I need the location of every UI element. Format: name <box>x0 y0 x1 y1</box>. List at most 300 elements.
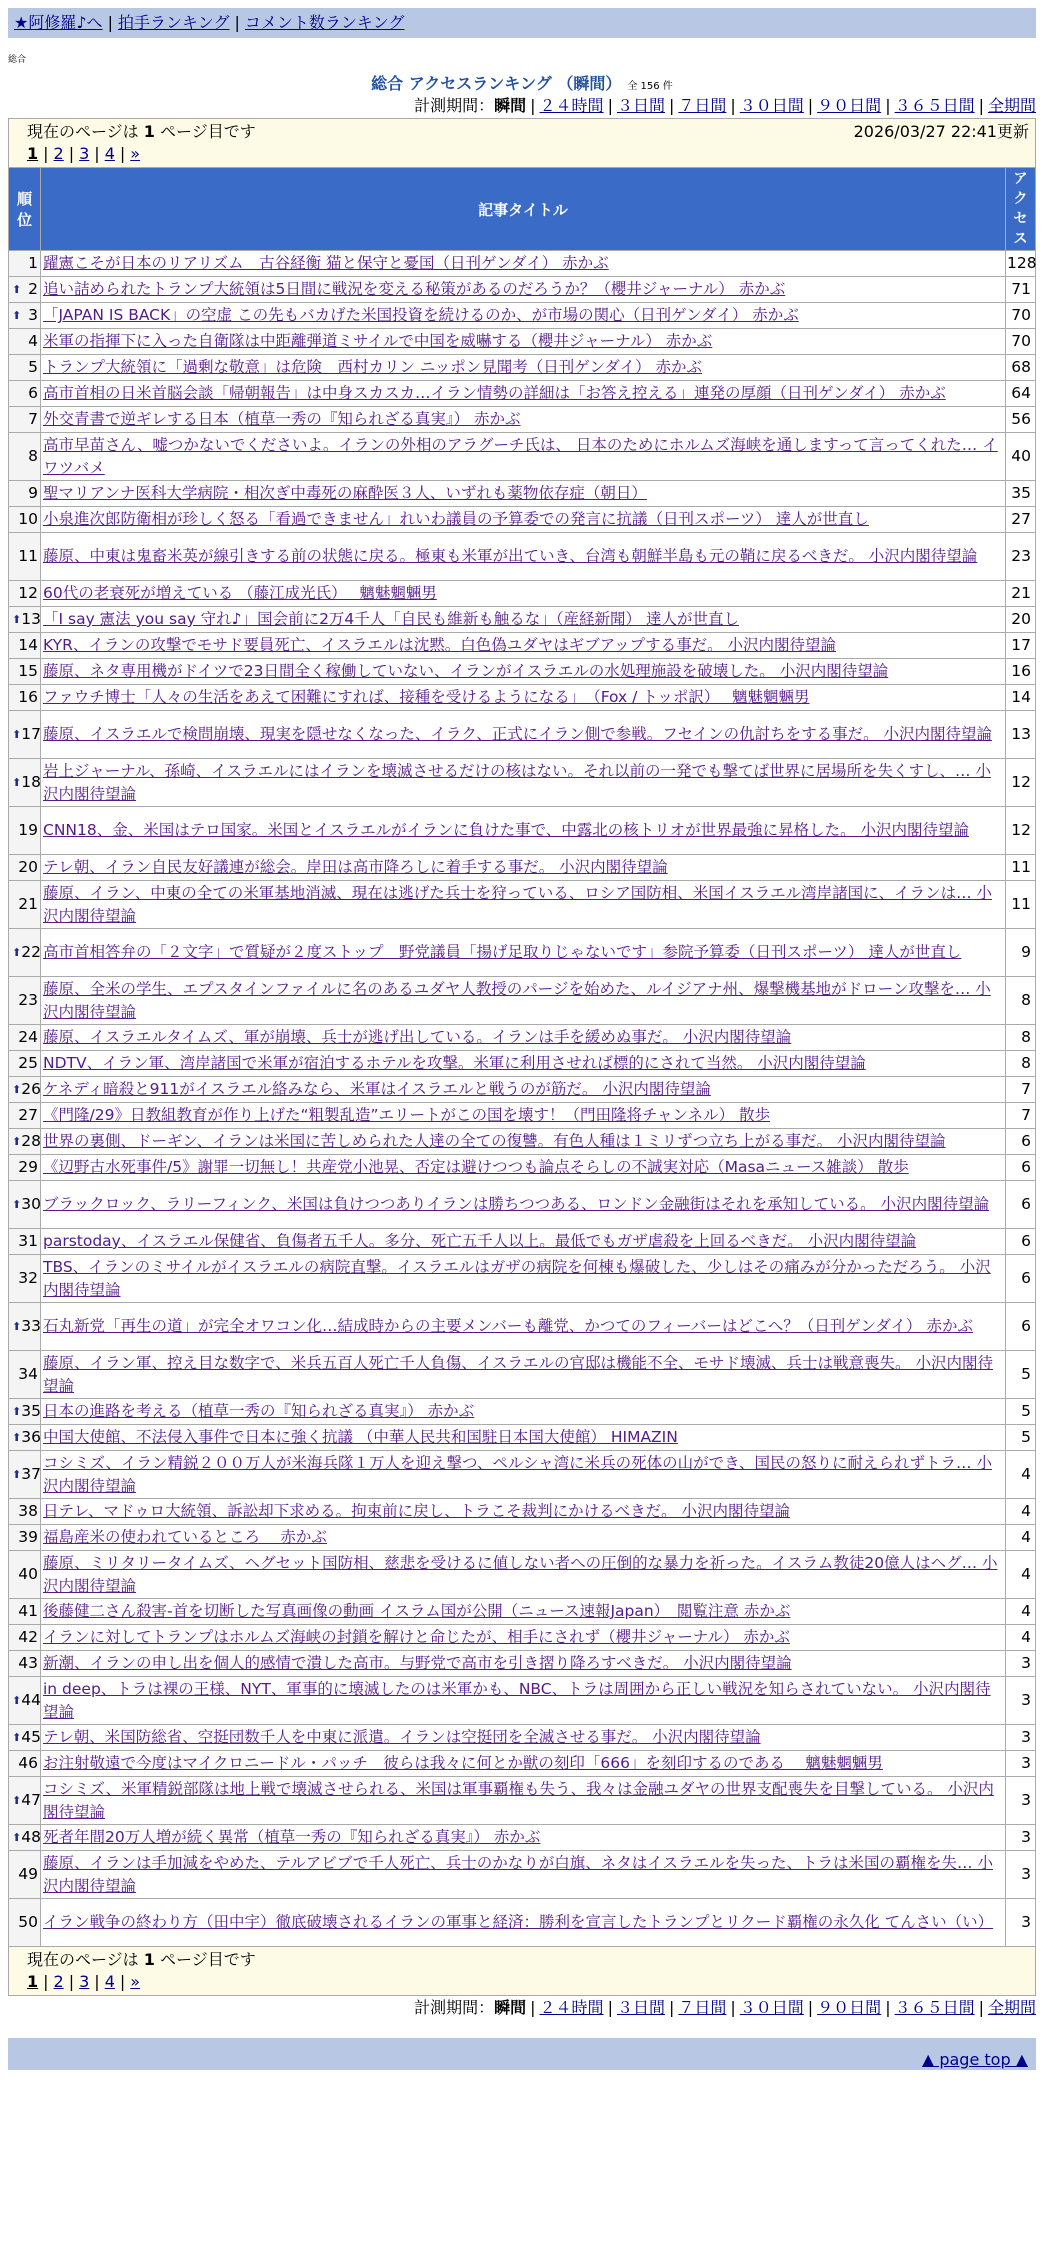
access-count: 11 <box>1006 855 1036 881</box>
article-link[interactable]: 石丸新党「再生の道」が完全オワコン化…結成時からの主要メンバーも離党、かつてのフィーバーはどこへ？（日刊ゲンダイ） 赤かぶ <box>43 1317 973 1335</box>
article-link[interactable]: 躍憲こそが日本のリアリズム 古谷経衡 猫と保守と憂国（日刊ゲンダイ） 赤かぶ <box>43 254 609 272</box>
title-cell <box>41 251 1006 277</box>
article-link[interactable]: 「JAPAN IS BACK」の空虚 この先もバカげた米国投資を続けるのか、が市場の関心（日刊ゲンダイ） 赤かぶ <box>43 306 799 324</box>
title-cell <box>41 1551 1006 1599</box>
article-link[interactable]: 日テレ、マドゥロ大統領、訴訟却下求める。拘束前に戻し、トラこそ裁判にかけるべきだ。 小沢内閣待望論 <box>43 1502 790 1520</box>
rank-number: 16 <box>18 688 38 706</box>
rank-number: 48 <box>21 1828 41 1846</box>
table-row <box>9 929 1036 977</box>
up-arrow-icon: ⬆ <box>12 1831 22 1844</box>
article-link[interactable]: 高市首相答弁の「２文字」で質疑が２度ストップ 野党議員「揚げ足取りじゃないです」参院予算委（日刊スポーツ） 達人が世直し <box>43 943 962 961</box>
access-count: 16 <box>1006 659 1036 685</box>
rank-number: 34 <box>18 1365 38 1383</box>
article-link[interactable]: 藤原、イランは手加減をやめた、テルアビブで千人死亡、兵士のかなりが白旗、ネタはイスラエルを失った、トラは米国の覇権を失… 小沢内閣待望論 <box>43 1853 993 1895</box>
article-link[interactable]: 《門隆/29》日教組教育が作り上げた“粗製乱造”エリートがこの国を壊す！（門田隆将チャンネル） 散歩 <box>43 1106 771 1124</box>
up-arrow-icon: ⬆ <box>12 613 22 626</box>
top-nav-bar: ★阿修羅♪へ | 拍手ランキング | コメント数ランキング <box>8 8 1036 38</box>
rank-number: 23 <box>18 991 38 1009</box>
access-count: 6 <box>1006 1255 1036 1303</box>
access-count: 23 <box>1006 533 1036 581</box>
period-current: 瞬間 <box>494 1998 527 2017</box>
rank-cell <box>9 1051 41 1077</box>
table-row <box>9 1825 1036 1851</box>
period-option-link[interactable]: ２４時間 <box>539 1998 604 2017</box>
up-arrow-icon: ⬆ <box>12 1320 22 1333</box>
rank-cell <box>9 1651 41 1677</box>
up-arrow-icon: ⬆ <box>12 283 22 296</box>
rank-number: 42 <box>18 1628 38 1646</box>
page-link[interactable]: 4 <box>104 1972 115 1991</box>
title-cell <box>41 381 1006 407</box>
access-count: 3 <box>1006 1825 1036 1851</box>
rank-number: 30 <box>21 1195 41 1213</box>
up-arrow-icon: ⬆ <box>12 1731 22 1744</box>
ranking-table <box>8 167 1036 1947</box>
access-count: 3 <box>1006 1651 1036 1677</box>
rank-cell <box>9 1625 41 1651</box>
article-link[interactable]: 外交青書で逆ギレする日本（植草一秀の『知られざる真実』） 赤かぶ <box>43 410 521 428</box>
article-link[interactable]: イラン戦争の終わり方（田中宇）徹底破壊されるイランの軍事と経済：勝利を宣言したトランプとリクード覇権の永久化 てんさい（い） <box>43 1913 994 1931</box>
article-link[interactable]: CNN18、金、米国はテロ国家。米国とイスラエルがイランに負けた事で、中露北の核トリオが世界最強に昇格した。 小沢内閣待望論 <box>43 821 970 839</box>
rank-cell <box>9 1777 41 1825</box>
rank-number: 50 <box>18 1913 38 1931</box>
article-link[interactable]: 藤原、イラン、中東の全ての米軍基地消滅、現在は逃げた兵士を狩っている、ロシア国防相、米国イスラエル湾岸諸国に、イランは… 小沢内閣待望論 <box>43 883 993 925</box>
rank-number: 32 <box>18 1269 38 1287</box>
table-row <box>9 1651 1036 1677</box>
comment-ranking-link[interactable]: コメント数ランキング <box>244 13 405 32</box>
access-count: 4 <box>1006 1599 1036 1625</box>
period-option-link[interactable]: ３０日間 <box>739 96 804 115</box>
article-link[interactable]: ファウチ博士「人々の生活をあえて困難にすれば、接種を受けるようになる」 （Fox / トッポ訳） 魑魅魍魎男 <box>43 688 810 706</box>
title-cell <box>41 1751 1006 1777</box>
rank-number: 2 <box>28 280 38 298</box>
table-row <box>9 329 1036 355</box>
page-next-link[interactable]: » <box>130 144 141 163</box>
access-count: 128 <box>1006 251 1036 277</box>
rank-number: 15 <box>18 662 38 680</box>
table-row <box>9 1025 1036 1051</box>
table-row <box>9 303 1036 329</box>
access-count: 3 <box>1006 1777 1036 1825</box>
rank-cell <box>9 659 41 685</box>
applause-ranking-link[interactable]: 拍手ランキング <box>117 13 230 32</box>
rank-cell <box>9 1181 41 1229</box>
access-count: 71 <box>1006 277 1036 303</box>
page-title <box>0 74 1044 94</box>
rank-number: 9 <box>28 484 38 502</box>
table-row <box>9 533 1036 581</box>
table-row <box>9 607 1036 633</box>
rank-cell <box>9 1229 41 1255</box>
title-cell <box>41 433 1006 481</box>
period-current: 瞬間 <box>494 96 527 115</box>
rank-cell <box>9 507 41 533</box>
access-count: 4 <box>1006 1551 1036 1599</box>
table-row <box>9 1303 1036 1351</box>
title-cell <box>41 1103 1006 1129</box>
up-arrow-icon: ⬆ <box>12 309 22 322</box>
rank-number: 26 <box>21 1080 41 1098</box>
rank-cell <box>9 1751 41 1777</box>
access-count: 6 <box>1006 1303 1036 1351</box>
rank-cell <box>9 1499 41 1525</box>
rank-cell <box>9 607 41 633</box>
rank-number: 37 <box>21 1465 41 1483</box>
article-link[interactable]: 藤原、ミリタリータイムズ、ヘグセット国防相、慈悲を受けるに値しない者への圧倒的な暴力を祈った。イスラム教徒20億人はヘグ… 小沢内閣待望論 <box>43 1553 998 1595</box>
article-link[interactable]: テレ朝、イラン自民友好議連が総会。岸田は高市降ろしに着手する事だ。 小沢内閣待望論 <box>43 858 668 876</box>
table-row <box>9 355 1036 381</box>
period-option-link[interactable]: ３６５日間 <box>894 96 975 115</box>
table-row <box>9 1077 1036 1103</box>
table-row <box>9 1351 1036 1399</box>
up-arrow-icon: ⬆ <box>12 1083 22 1096</box>
table-row <box>9 277 1036 303</box>
period-selector-bottom: 計測期間：瞬間 | ２４時間 | ３日間 | ７日間 | ３０日間 | ９０日間 | ３６５日間 | 全期間 <box>414 1998 1036 2017</box>
access-count: 17 <box>1006 633 1036 659</box>
rank-number: 8 <box>28 447 38 465</box>
table-row <box>9 1451 1036 1499</box>
up-arrow-icon: ⬆ <box>12 1794 22 1807</box>
access-count: 12 <box>1006 759 1036 807</box>
article-link[interactable]: ブラックロック、ラリーフィンク、米国は負けつつありイランは勝ちつつある、ロンドン金融街はそれを承知している。 小沢内閣待望論 <box>43 1195 990 1213</box>
rank-cell <box>9 329 41 355</box>
pagination-top: 1 | 2 | 3 | 4 | » <box>27 144 141 163</box>
period-option-link[interactable]: 全期間 <box>987 96 1036 115</box>
title-header: 記事タイトル <box>41 168 1006 251</box>
rank-number: 4 <box>28 332 38 350</box>
rank-number: 6 <box>28 384 38 402</box>
current-page-text-bottom: 現在のページは 1 ページ目です <box>27 1950 256 1969</box>
up-arrow-icon: ⬆ <box>12 1431 22 1444</box>
access-count: 64 <box>1006 381 1036 407</box>
rank-cell <box>9 1451 41 1499</box>
article-link[interactable]: 聖マリアンナ医科大学病院・相次ぎ中毒死の麻酔医３人、いずれも薬物依存症（朝日） <box>43 484 647 502</box>
title-cell <box>41 1525 1006 1551</box>
rank-cell <box>9 1129 41 1155</box>
title-cell <box>41 1077 1006 1103</box>
table-row <box>9 1425 1036 1451</box>
title-cell <box>41 1399 1006 1425</box>
rank-cell <box>9 1725 41 1751</box>
current-page-text: 現在のページは 1 ページ目です <box>27 122 256 141</box>
rank-cell <box>9 277 41 303</box>
table-row <box>9 1751 1036 1777</box>
article-link[interactable]: 藤原、イラン軍、控え目な数字で、米兵五百人死亡千人負傷、イスラエルの官邸は機能不全、モサド壊滅、兵士は戦意喪失。 小沢内閣待望論 <box>43 1353 993 1395</box>
rank-number: 39 <box>18 1528 38 1546</box>
title-cell <box>41 929 1006 977</box>
ranking-title: 総合 アクセスランキング （瞬間） <box>371 74 622 93</box>
article-link[interactable]: イランに対してトランプはホルムズ海峡の封鎖を解けと命じたが、相手にされず（櫻井ジャーナル） 赤かぶ <box>43 1628 790 1646</box>
title-cell <box>41 303 1006 329</box>
rank-cell <box>9 481 41 507</box>
rank-cell <box>9 1103 41 1129</box>
article-link[interactable]: テレ朝、米国防総省、空挺団数千人を中東に派遣。イランは空挺団を全滅させる事だ。 小沢内閣待望論 <box>43 1728 761 1746</box>
table-row <box>9 1255 1036 1303</box>
title-cell <box>41 855 1006 881</box>
rank-cell <box>9 1351 41 1399</box>
page-link[interactable]: 3 <box>79 1972 90 1991</box>
article-link[interactable]: 追い詰められたトランプ大統領は5日間に戦況を変える秘策があるのだろうか？（櫻井ジャーナル） 赤かぶ <box>43 280 786 298</box>
rank-cell <box>9 433 41 481</box>
title-cell <box>41 1229 1006 1255</box>
title-cell <box>41 581 1006 607</box>
table-row <box>9 1103 1036 1129</box>
period-option-link[interactable]: ３日間 <box>616 1998 665 2017</box>
rank-number: 38 <box>18 1502 38 1520</box>
title-cell <box>41 881 1006 929</box>
total-count: 全 156 件 <box>627 81 673 92</box>
rank-number: 1 <box>28 254 38 272</box>
rank-cell <box>9 855 41 881</box>
rank-number: 21 <box>18 895 38 913</box>
article-link[interactable]: NDTV、イラン軍、湾岸諸国で米軍が宿泊するホテルを攻撃。米軍に利用させれば標的にされて当然。 小沢内閣待望論 <box>43 1054 866 1072</box>
page-top-link[interactable]: ▲ page top ▲ <box>921 2050 1028 2069</box>
access-count: 6 <box>1006 1229 1036 1255</box>
table-row <box>9 711 1036 759</box>
period-option-link[interactable]: ９０日間 <box>817 1998 882 2017</box>
title-cell <box>41 607 1006 633</box>
table-row <box>9 1899 1036 1947</box>
title-cell <box>41 1425 1006 1451</box>
title-cell <box>41 1451 1006 1499</box>
article-link[interactable]: コシミズ、イラン精鋭２００万人が米海兵隊１万人を迎え撃つ、ペルシャ湾に米兵の死体の山ができ、国民の怒りに耐えられずトラ… 小沢内閣待望論 <box>43 1453 992 1495</box>
article-link[interactable]: 岩上ジャーナル、孫崎、イスラエルにはイランを壊滅させるだけの核はない。それ以前の一発でも撃てば世界に居場所を失くすし、… 小沢内閣待望論 <box>43 761 991 803</box>
table-row <box>9 251 1036 277</box>
title-cell <box>41 759 1006 807</box>
title-cell <box>41 1025 1006 1051</box>
article-link[interactable]: 藤原、イスラエルタイムズ、軍が崩壊、兵士が逃げ出している。イランは手を緩めぬ事だ。 小沢内閣待望論 <box>43 1028 792 1046</box>
page-link[interactable]: 3 <box>79 144 90 163</box>
access-count: 40 <box>1006 433 1036 481</box>
title-cell <box>41 1351 1006 1399</box>
access-count: 6 <box>1006 1129 1036 1155</box>
rank-cell <box>9 1025 41 1051</box>
article-link[interactable]: 藤原、全米の学生、エプスタインファイルに名のあるユダヤ人教授のパージを始めた、ルイジアナ州、爆撃機基地がドローン攻撃を… 小沢内閣待望論 <box>43 979 991 1021</box>
title-cell <box>41 1899 1006 1947</box>
period-option-link[interactable]: ３日間 <box>616 96 665 115</box>
table-row <box>9 1155 1036 1181</box>
article-link[interactable]: 日本の進路を考える（植草一秀の『知られざる真実』） 赤かぶ <box>43 1402 475 1420</box>
article-link[interactable]: 《辺野古水死事件/5》謝罪一切無し！共産党小池晃、否定は避けつつも論点そらしの不誠実対応（Masaニュース雑談） 散歩 <box>43 1158 909 1176</box>
table-row <box>9 1399 1036 1425</box>
access-count: 3 <box>1006 1899 1036 1947</box>
rank-cell <box>9 581 41 607</box>
table-row <box>9 1129 1036 1155</box>
table-row <box>9 407 1036 433</box>
rank-cell <box>9 929 41 977</box>
category-label: 総合 <box>8 55 27 65</box>
period-option-link[interactable]: 全期間 <box>987 1998 1036 2017</box>
access-count: 70 <box>1006 303 1036 329</box>
access-count: 13 <box>1006 711 1036 759</box>
rank-number: 35 <box>21 1402 41 1420</box>
table-row <box>9 685 1036 711</box>
article-link[interactable]: 60代の老衰死が増えている （藤江成光氏） 魑魅魍魎男 <box>43 584 437 602</box>
rank-cell <box>9 251 41 277</box>
table-row <box>9 807 1036 855</box>
rank-number: 11 <box>18 547 38 565</box>
table-row <box>9 481 1036 507</box>
period-option-link[interactable]: ３０日間 <box>739 1998 804 2017</box>
rank-cell <box>9 303 41 329</box>
title-cell <box>41 507 1006 533</box>
title-cell <box>41 1725 1006 1751</box>
article-link[interactable]: 後藤健二さん殺害-首を切断した写真画像の動画 イスラム国が公開（ニュース速報Japan） 閲覧注意 赤かぶ <box>43 1602 791 1620</box>
rank-number: 5 <box>28 358 38 376</box>
title-cell <box>41 1181 1006 1229</box>
title-cell <box>41 407 1006 433</box>
page-next-link[interactable]: » <box>130 1972 141 1991</box>
article-link[interactable]: in deep、トラは裸の王様、NYT、軍事的に壊滅したのは米軍かも、NBC、トラは周囲から正しい戦況を知らされていない。 小沢内閣待望論 <box>43 1679 991 1721</box>
period-option-link[interactable]: ９０日間 <box>817 96 882 115</box>
count-header: アクセス <box>1006 168 1036 251</box>
rank-number: 44 <box>21 1691 41 1709</box>
title-cell <box>41 1651 1006 1677</box>
title-cell <box>41 633 1006 659</box>
period-option-link[interactable]: ３６５日間 <box>894 1998 975 2017</box>
home-link[interactable]: ★阿修羅♪へ <box>14 13 103 32</box>
page-info-bottom <box>8 1947 1036 1996</box>
article-link[interactable]: 高市早苗さん、嘘つかないでくださいよ。イランの外相のアラグーチ氏は、 日本のためにホルムズ海峡を通しますって言ってくれた… イワツバメ <box>43 435 998 477</box>
page-current: 1 <box>27 1972 39 1991</box>
table-row <box>9 1599 1036 1625</box>
table-row <box>9 1777 1036 1825</box>
title-cell <box>41 1255 1006 1303</box>
access-count: 8 <box>1006 1051 1036 1077</box>
table-row <box>9 881 1036 929</box>
title-cell <box>41 711 1006 759</box>
rank-number: 31 <box>18 1232 38 1250</box>
article-link[interactable]: 中国大使館、不法侵入事件で日本に強く抗議 （中華人民共和国駐日本国大使館） HIMAZIN <box>43 1428 678 1446</box>
rank-number: 33 <box>21 1317 41 1335</box>
rank-cell <box>9 1825 41 1851</box>
rank-number: 13 <box>21 610 41 628</box>
access-count: 4 <box>1006 1625 1036 1651</box>
article-link[interactable]: KYR、イランの攻撃でモサド要員死亡、イスラエルは沈黙。白色偽ユダヤはギブアップする事だ。 小沢内閣待望論 <box>43 636 837 654</box>
up-arrow-icon: ⬆ <box>12 1694 22 1707</box>
title-cell <box>41 1051 1006 1077</box>
up-arrow-icon: ⬆ <box>12 776 22 789</box>
table-row <box>9 759 1036 807</box>
article-link[interactable]: 福島産米の使われているところ 赤かぶ <box>43 1528 327 1546</box>
title-cell <box>41 1825 1006 1851</box>
article-link[interactable]: parstoday、イスラエル保健省、負傷者五千人。多分、死亡五千人以上。最低でもガザ虐殺を上回るべきだ。 小沢内閣待望論 <box>43 1232 917 1250</box>
article-link[interactable]: 藤原、ネタ専用機がドイツで23日間全く稼働していない、イランがイスラエルの水処理施設を破壊した。 小沢内閣待望論 <box>43 662 889 680</box>
period-option-link[interactable]: ７日間 <box>678 1998 727 2017</box>
period-selector-top: 計測期間：瞬間 | ２４時間 | ３日間 | ７日間 | ３０日間 | ９０日間 | ３６５日間 | 全期間 <box>414 96 1036 115</box>
up-arrow-icon: ⬆ <box>12 728 22 741</box>
table-row <box>9 381 1036 407</box>
rank-number: 17 <box>21 725 41 743</box>
table-row <box>9 1525 1036 1551</box>
access-count: 3 <box>1006 1677 1036 1725</box>
period-option-link[interactable]: ２４時間 <box>539 96 604 115</box>
title-cell <box>41 533 1006 581</box>
access-count: 5 <box>1006 1425 1036 1451</box>
article-link[interactable]: 小泉進次郎防衛相が珍しく怒る「看過できません」れいわ議員の予算委での発言に抗議（日刊スポーツ） 達人が世直し <box>43 510 869 528</box>
page-link[interactable]: 4 <box>104 144 115 163</box>
access-count: 5 <box>1006 1351 1036 1399</box>
rank-number: 43 <box>18 1654 38 1672</box>
rank-cell <box>9 1077 41 1103</box>
access-count: 7 <box>1006 1103 1036 1129</box>
rank-number: 10 <box>18 510 38 528</box>
article-link[interactable]: 藤原、イスラエルで検問崩壊、現実を隠せなくなった、イラク、正式にイラン側で参戦。フセインの仇討ちをする事だ。 小沢内閣待望論 <box>43 725 993 743</box>
rank-cell <box>9 1155 41 1181</box>
rank-number: 29 <box>18 1158 38 1176</box>
rank-cell <box>9 381 41 407</box>
article-link[interactable]: コシミズ、米軍精鋭部隊は地上戦で壊滅させられる、米国は軍事覇権も失う、我々は金融ユダヤの世界支配喪失を目撃している。 小沢内閣待望論 <box>43 1779 994 1821</box>
rank-cell <box>9 1399 41 1425</box>
title-cell <box>41 1155 1006 1181</box>
rank-number: 40 <box>18 1565 38 1583</box>
table-row <box>9 1625 1036 1651</box>
title-cell <box>41 1851 1006 1899</box>
rank-number: 20 <box>18 858 38 876</box>
article-link[interactable]: ケネディ暗殺と911がイスラエル絡みなら、米軍はイスラエルと戦うのが筋だ。 小沢内閣待望論 <box>43 1080 711 1098</box>
page-current: 1 <box>27 144 39 163</box>
article-link[interactable]: お注射敬遠で今度はマイクロニードル・パッチ 彼らは我々に何とか獣の刻印「666」を刻印するのである 魑魅魍魎男 <box>43 1754 883 1772</box>
article-link[interactable]: 新潮、イランの申し出を個人的感情で潰した高市。与野党で高市を引き摺り降ろすべきだ。 小沢内閣待望論 <box>43 1654 792 1672</box>
up-arrow-icon: ⬆ <box>12 1405 22 1418</box>
title-cell <box>41 807 1006 855</box>
article-link[interactable]: 「I say 憲法 you say 守れ♪」国会前に2万4千人「自民も維新も触るな」（産経新聞） 達人が世直し <box>43 610 739 628</box>
article-link[interactable]: 世界の裏側、ドーギン、イランは米国に苦しめられた人達の全ての復讐。有色人種は１ミリずつ立ち上がる事だ。 小沢内閣待望論 <box>43 1132 946 1150</box>
article-link[interactable]: 藤原、中東は鬼畜米英が線引きする前の状態に戻る。極東も米軍が出ていき、台湾も朝鮮半島も元の鞘に戻るべきだ。 小沢内閣待望論 <box>43 547 978 565</box>
rank-cell <box>9 1255 41 1303</box>
rank-number: 7 <box>28 410 38 428</box>
access-count: 20 <box>1006 607 1036 633</box>
rank-number: 36 <box>21 1428 41 1446</box>
rank-header: 順位 <box>9 168 41 251</box>
title-cell <box>41 329 1006 355</box>
page-link[interactable]: 2 <box>53 1972 64 1991</box>
up-arrow-icon: ⬆ <box>12 946 22 959</box>
title-cell <box>41 1129 1006 1155</box>
rank-number: 24 <box>18 1028 38 1046</box>
rank-cell <box>9 1525 41 1551</box>
access-count: 5 <box>1006 1399 1036 1425</box>
article-link[interactable]: 高市首相の日米首脳会談「帰朝報告」は中身スカスカ…イラン情勢の詳細は「お答え控える」連発の厚顔（日刊ゲンダイ） 赤かぶ <box>43 384 946 402</box>
rank-cell <box>9 759 41 807</box>
period-option-link[interactable]: ７日間 <box>678 96 727 115</box>
access-count: 3 <box>1006 1851 1036 1899</box>
rank-cell <box>9 1677 41 1725</box>
access-count: 4 <box>1006 1525 1036 1551</box>
page-info-top <box>8 118 1036 167</box>
article-link[interactable]: 米軍の指揮下に入った自衛隊は中距離弾道ミサイルで中国を威嚇する（櫻井ジャーナル） 赤かぶ <box>43 332 713 350</box>
article-link[interactable]: TBS、イランのミサイルがイスラエルの病院直撃。イスラエルはガザの病院を何棟も爆破した、少しはその痛みが分かっただろう。 小沢内閣待望論 <box>43 1257 991 1299</box>
access-count: 35 <box>1006 481 1036 507</box>
table-row <box>9 1229 1036 1255</box>
page-link[interactable]: 2 <box>53 144 64 163</box>
rank-number: 49 <box>18 1865 38 1883</box>
access-count: 14 <box>1006 685 1036 711</box>
article-link[interactable]: 死者年間20万人増が続く異常（植草一秀の『知られざる真実』） 赤かぶ <box>43 1828 541 1846</box>
article-link[interactable]: トランプ大統領に「過剰な敬意」は危険 西村カリン ニッポン見聞考（日刊ゲンダイ） 赤かぶ <box>43 358 702 376</box>
table-row <box>9 1851 1036 1899</box>
rank-number: 28 <box>21 1132 41 1150</box>
rank-number: 19 <box>18 821 38 839</box>
period-label: 計測期間： <box>414 96 495 115</box>
table-row <box>9 1181 1036 1229</box>
table-row <box>9 581 1036 607</box>
table-row <box>9 633 1036 659</box>
table-row <box>9 1551 1036 1599</box>
table-row <box>9 507 1036 533</box>
access-count: 8 <box>1006 1025 1036 1051</box>
title-cell <box>41 481 1006 507</box>
